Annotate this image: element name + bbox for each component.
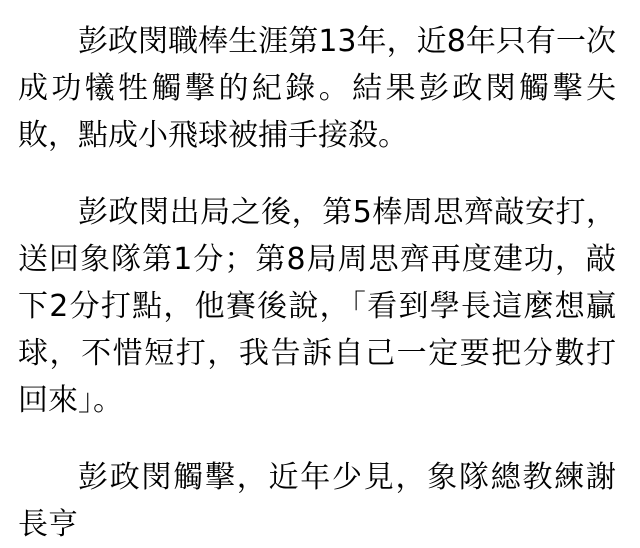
article-paragraph-3: 彭政閔觸擊，近年少見，象隊總教練謝長亨	[18, 460, 616, 542]
article-paragraph-2: 彭政閔出局之後，第5棒周思齊敲安打，送回象隊第1分；第8局周思齊再度建功，敲下2分打點，他賽後說，「看到學長這麼想贏球，不惜短打，我告訴自己一定要把分數打回來」。	[18, 195, 616, 418]
article-paragraph-1: 彭政閔職棒生涯第13年，近8年只有一次成功犧牲觸擊的紀錄。結果彭政閔觸擊失敗，點成小飛球被捕手接殺。	[18, 24, 616, 153]
